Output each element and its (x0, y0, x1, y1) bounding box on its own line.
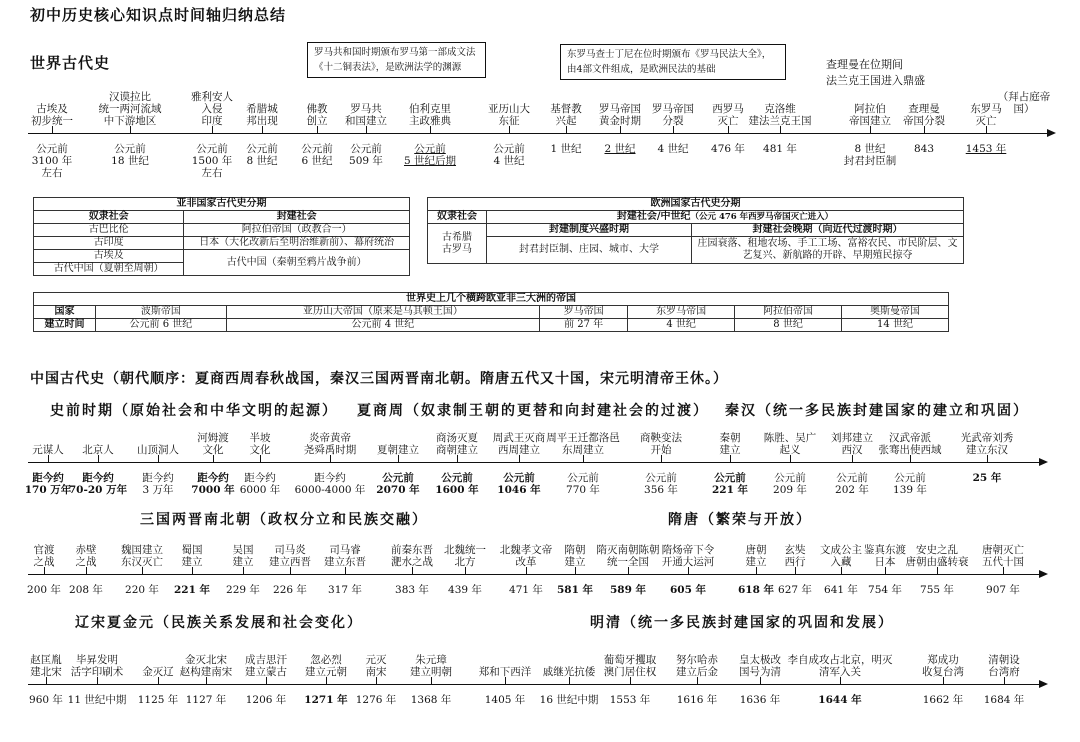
timeline-event-date: 距今约 170 万年 (24, 472, 72, 496)
timeline-event-date: 481 年 (763, 143, 797, 155)
timeline-event-label: 秦朝 建立 (719, 432, 741, 456)
timeline-tick (987, 455, 988, 463)
timeline-tick (206, 677, 207, 685)
timeline-event-label: 商汤灭夏 商朝建立 (436, 432, 478, 456)
timeline-tick (48, 455, 49, 463)
timeline-event-date: 公元前 4 世纪 (493, 143, 525, 167)
timeline-event-date: 1206 年 (245, 694, 287, 706)
table-header: 封建社会 (184, 211, 410, 224)
table-cell: 封君封臣制、庄园、城市、大学 (487, 237, 692, 264)
timeline-tick (326, 677, 327, 685)
timeline-tick (730, 455, 731, 463)
timeline-event-date: 229 年 (226, 584, 260, 596)
liao-song-heading: 辽宋夏金元（民族关系发展和社会变化） (75, 615, 363, 631)
timeline-event-label: 西罗马 灭亡 (712, 103, 744, 127)
china-timeline-axis-1 (28, 462, 1040, 463)
timeline-event-label: 半坡 文化 (249, 432, 271, 456)
table-cell: 4 世纪 (628, 319, 735, 332)
timeline-event-date: 471 年 (509, 584, 543, 596)
timeline-event-date: 8 世纪 封君封臣制 (843, 143, 897, 167)
china-heading: 中国古代史（朝代顺序：夏商西周春秋战国，秦汉三国两晋南北朝。隋唐五代又十国，宋元明清帝王休。） (30, 371, 728, 387)
timeline-event-label: 郑成功 收复台湾 (922, 654, 964, 678)
timeline-tick (509, 126, 510, 134)
timeline-event-label: 蜀国 建立 (181, 544, 203, 568)
timeline-event-date: 公元前 3100 年 左右 (31, 143, 73, 179)
table-cell: 波斯帝国 (96, 306, 227, 319)
timeline-tick (795, 567, 796, 575)
timeline-event-date: 公元前 221 年 (711, 472, 749, 496)
timeline-event-label: 佛教 创立 (306, 103, 328, 127)
table-header (487, 211, 964, 224)
timeline-event-label: 葡萄牙攫取 澳门居住权 (603, 654, 657, 678)
timeline-event-date: 1636 年 (739, 694, 781, 706)
timeline-tick (583, 455, 584, 463)
europe-periods-table (427, 197, 964, 264)
timeline-event-date: 公元前 356 年 (644, 472, 678, 496)
timeline-event-label: 光武帝刘秀 建立东汉 (960, 432, 1014, 456)
timeline-tick (52, 126, 53, 134)
timeline-event-label: 希腊城 邦出现 (246, 103, 278, 127)
timeline-event-date: 581 年 (556, 584, 594, 596)
timeline-event-date: 605 年 (669, 584, 707, 596)
timeline-event-date: 4 世纪 (657, 143, 689, 155)
table-header: 封建制度兴盛时期 (487, 224, 692, 237)
sui-tang-heading: 隋唐（繁荣与开放） (668, 512, 812, 528)
table-cell: 古印度 (34, 237, 184, 250)
timeline-tick (526, 567, 527, 575)
timeline-event-label: 炎帝黄帝 尧舜禹时期 (303, 432, 357, 456)
timeline-event-date: 317 年 (328, 584, 362, 596)
timeline-event-label: 北魏孝文帝 改革 (499, 544, 553, 568)
timeline-tick (756, 567, 757, 575)
timeline-event-date: 1644 年 (818, 694, 862, 706)
timeline-event-label: 毕昇发明 活字印刷术 (70, 654, 124, 678)
timeline-event-label: 唐朝灭亡 五代十国 (982, 544, 1024, 568)
timeline-event-date: 1662 年 (922, 694, 964, 706)
page-title: 初中历史核心知识点时间轴归纳总结 (30, 6, 287, 24)
timeline-event-label: 北魏统一 北方 (444, 544, 486, 568)
timeline-event-date: 439 年 (448, 584, 482, 596)
timeline-event-date: 公元前 8 世纪 (246, 143, 278, 167)
timeline-event-date: 1553 年 (609, 694, 651, 706)
prehistory-heading: 史前时期（原始社会和中华文明的起源） (50, 403, 338, 419)
timeline-event-date: 476 年 (711, 143, 745, 155)
timeline-tick (661, 455, 662, 463)
timeline-event-date: 208 年 (69, 584, 103, 596)
timeline-event-date: 383 年 (395, 584, 429, 596)
timeline-event-date: 16 世纪中期 (539, 694, 599, 706)
justinian-code-note: 东罗马查士丁尼在位时期颁布《罗马民法大全》，由4部文件组成，是欧洲民法的基础 (560, 44, 786, 80)
timeline-tick (840, 677, 841, 685)
timeline-event-label: 清朝设 台湾府 (988, 654, 1020, 678)
timeline-tick (620, 126, 621, 134)
timeline-tick (630, 677, 631, 685)
table-cell: 奥斯曼帝国 (842, 306, 949, 319)
timeline-event-label: 魏国建立 东汉灭亡 (121, 544, 163, 568)
timeline-event-date: 公元前 5 世纪后期 (403, 143, 457, 167)
timeline-tick (266, 677, 267, 685)
timeline-tick (943, 677, 944, 685)
timeline-tick (260, 455, 261, 463)
timeline-event-label: 李自成攻占北京，明灭 清军入关 (787, 654, 893, 678)
table-cell: 庄园衰落、租地农场、手工工场、富裕农民、市民阶层、文艺复兴、新航路的开辟、早期殖民掠夺 (692, 237, 964, 264)
timeline-event-date: 1276 年 (355, 694, 397, 706)
timeline-event-date: 公元前 18 世纪 (111, 143, 149, 167)
timeline-event-date: 公元前 1046 年 (497, 472, 541, 496)
timeline-event-date: 公元前 202 年 (835, 472, 869, 496)
table-cell: 古巴比伦 (34, 224, 184, 237)
timeline-tick (97, 677, 98, 685)
timeline-event-date: 1127 年 (185, 694, 227, 706)
table-cell: 公元前 6 世纪 (96, 319, 227, 332)
timeline-event-date: 距今约 6000 年 (239, 472, 281, 496)
china-timeline-axis-3 (28, 684, 1040, 685)
timeline-event-date: 755 年 (920, 584, 954, 596)
timeline-event-label: 河姆渡 文化 (197, 432, 229, 456)
timeline-tick (760, 677, 761, 685)
timeline-tick (870, 126, 871, 134)
timeline-tick (366, 126, 367, 134)
timeline-event-label: 元灭 南宋 (365, 654, 387, 678)
timeline-event-label: 山顶洞人 (137, 444, 179, 456)
table-header: 封建社会晚期（向近代过渡时期） (692, 224, 964, 237)
timeline-event-label: 鉴真东渡 日本 (864, 544, 906, 568)
timeline-event-date: 1616 年 (676, 694, 718, 706)
timeline-event-label: 罗马帝国 分裂 (652, 103, 694, 127)
table-cell: 日本（大化改新后至明治维新前）、幕府统治 (184, 237, 410, 250)
timeline-event-label: 周平王迁都洛邑 东周建立 (546, 432, 620, 456)
timeline-event-label: 司马炎 建立西晋 (269, 544, 311, 568)
timeline-event-label: 隋炀帝下令 开通大运河 (661, 544, 715, 568)
timeline-event-label: 夏朝建立 (377, 444, 419, 456)
timeline-event-label: 安史之乱 唐朝由盛转衰 (905, 544, 969, 568)
timeline-tick (243, 567, 244, 575)
timeline-tick (519, 455, 520, 463)
timeline-event-label: （拜占庭帝国） (997, 91, 1051, 115)
timeline-event-date: 25 年 (972, 472, 1002, 484)
timeline-event-label: 雅利安人 入侵 印度 (191, 91, 233, 127)
timeline-event-date: 1405 年 (484, 694, 526, 706)
timeline-event-date: 960 年 (29, 694, 63, 706)
timeline-tick (212, 126, 213, 134)
world-timeline-axis (28, 133, 1048, 134)
timeline-event-date: 1684 年 (983, 694, 1025, 706)
table-cell: 罗马帝国 (540, 306, 628, 319)
table-cell: 古代中国（秦朝至鸦片战争前） (184, 250, 410, 276)
twelve-tables-note: 罗马共和国时期颁布罗马第一部成文法《十二铜表法》，是欧洲法学的渊源 (307, 42, 486, 78)
timeline-event-date: 距今约 7000 年 (191, 472, 235, 496)
timeline-event-date: 距今约 70-20 万年 (68, 472, 128, 496)
qin-han-heading: 秦汉（统一多民族封建国家的建立和巩固） (725, 403, 1029, 419)
timeline-event-label: 金灭北宋 赵构建南宋 (179, 654, 233, 678)
timeline-event-date: 1368 年 (410, 694, 452, 706)
timeline-tick (1004, 677, 1005, 685)
table-cell: 古代中国（夏朝至周朝） (34, 263, 184, 276)
timeline-event-label: 东罗马 灭亡 (970, 103, 1002, 127)
timeline-event-label: 商鞅变法 开始 (640, 432, 682, 456)
timeline-event-date: 公元前 509 年 (349, 143, 383, 167)
timeline-tick (780, 126, 781, 134)
timeline-tick (345, 567, 346, 575)
timeline-tick (673, 126, 674, 134)
timeline-event-date: 200 年 (27, 584, 61, 596)
timeline-tick (457, 455, 458, 463)
timeline-tick (465, 567, 466, 575)
timeline-tick (86, 567, 87, 575)
timeline-event-label: 元谋人 (32, 444, 64, 456)
table-header: 国家 (34, 306, 96, 319)
timeline-event-label: 忽必烈 建立元朝 (305, 654, 347, 678)
timeline-tick (852, 455, 853, 463)
timeline-event-label: 朱元璋 建立明朝 (410, 654, 452, 678)
timeline-event-date: 226 年 (273, 584, 307, 596)
timeline-tick (1003, 567, 1004, 575)
timeline-event-date: 221 年 (173, 584, 211, 596)
timeline-event-date: 11 世纪中期 (67, 694, 127, 706)
world-heading: 世界古代史 (30, 54, 111, 72)
asia-africa-periods-table (33, 197, 410, 276)
timeline-tick (431, 677, 432, 685)
timeline-event-date: 公元前 2070 年 (376, 472, 420, 496)
timeline-event-label: 文成公主 入藏 (820, 544, 862, 568)
timeline-event-date: 589 年 (609, 584, 647, 596)
timeline-event-label: 克洛维 建法兰克王国 (748, 103, 812, 127)
timeline-tick (910, 455, 911, 463)
three-kingdoms-heading: 三国两晋南北朝（政权分立和民族交融） (140, 512, 428, 528)
feudal-note: （公元 476 年西罗马帝国灭亡进入） (690, 212, 834, 222)
timeline-event-label: 周武王灭商 西周建立 (492, 432, 546, 456)
timeline-tick (569, 677, 570, 685)
timeline-tick (986, 126, 987, 134)
timeline-tick (688, 567, 689, 575)
table-cell: 古希腊 古罗马 (428, 224, 487, 264)
timeline-tick (412, 567, 413, 575)
timeline-tick (130, 126, 131, 134)
timeline-event-date: 公元前 139 年 (893, 472, 927, 496)
timeline-event-label: 罗马帝国 黄金时期 (599, 103, 641, 127)
timeline-tick (158, 455, 159, 463)
timeline-event-label: 汉武帝派 张骞出使西域 (878, 432, 942, 456)
feudal-label: 封建社会/中世纪 (616, 211, 691, 222)
table-cell: 亚历山大帝国（原来是马其顿王国） (226, 306, 539, 319)
xia-shang-zhou-heading: 夏商周（奴隶制王朝的更替和向封建社会的过渡） (357, 403, 709, 419)
timeline-event-label: 金灭辽 (142, 666, 174, 678)
timeline-tick (505, 677, 506, 685)
table-title: 世界史上几个横跨欧亚非三大洲的帝国 (34, 293, 949, 306)
timeline-tick (98, 455, 99, 463)
timeline-event-label: 戚继光抗倭 (542, 666, 596, 678)
timeline-event-date: 1 世纪 (550, 143, 582, 155)
timeline-event-date: 627 年 (778, 584, 812, 596)
timeline-tick (330, 455, 331, 463)
timeline-tick (262, 126, 263, 134)
timeline-event-date: 907 年 (986, 584, 1020, 596)
timeline-event-date: 1271 年 (304, 694, 348, 706)
timeline-event-label: 陈胜、吴广 起义 (763, 432, 817, 456)
timeline-event-label: 前秦东晋 淝水之战 (391, 544, 433, 568)
timeline-event-label: 玄奘 西行 (784, 544, 806, 568)
timeline-tick (575, 567, 576, 575)
timeline-tick (937, 567, 938, 575)
timeline-event-date: 1453 年 (965, 143, 1007, 155)
timeline-event-date: 618 年 (737, 584, 775, 596)
table-cell: 东罗马帝国 (628, 306, 735, 319)
timeline-tick (192, 567, 193, 575)
timeline-event-label: 亚历山大 东征 (488, 103, 530, 127)
timeline-event-date: 641 年 (824, 584, 858, 596)
timeline-event-date: 754 年 (868, 584, 902, 596)
timeline-event-date: 距今约 6000-4000 年 (294, 472, 366, 496)
timeline-event-label: 司马睿 建立东晋 (324, 544, 366, 568)
empires-table (33, 292, 949, 332)
timeline-event-date: 2 世纪 (604, 143, 636, 155)
timeline-tick (213, 455, 214, 463)
timeline-event-label: 阿拉伯 帝国建立 (849, 103, 891, 127)
table-cell: 阿拉伯帝国 (735, 306, 842, 319)
table-cell: 古埃及 (34, 250, 184, 263)
timeline-event-label: 隋朝 建立 (564, 544, 586, 568)
timeline-event-label: 皇太极改 国号为清 (739, 654, 781, 678)
timeline-event-label: 唐朝 建立 (745, 544, 767, 568)
table-cell: 阿拉伯帝国（政教合一） (184, 224, 410, 237)
timeline-event-label: 赵匡胤 建北宋 (30, 654, 62, 678)
timeline-event-date: 公元前 1500 年 左右 (191, 143, 233, 179)
timeline-tick (728, 126, 729, 134)
timeline-tick (885, 567, 886, 575)
timeline-event-date: 公元前 209 年 (773, 472, 807, 496)
timeline-event-date: 220 年 (125, 584, 159, 596)
charlemagne-note: 查理曼在位期间 法兰克王国进入鼎盛 (826, 58, 925, 87)
timeline-tick (158, 677, 159, 685)
timeline-tick (924, 126, 925, 134)
timeline-event-label: 基督教 兴起 (550, 103, 582, 127)
timeline-event-label: 隋灭南朝陈朝 统一全国 (596, 544, 660, 568)
table-title: 欧洲国家古代史分期 (428, 198, 964, 211)
table-header: 奴隶社会 (34, 211, 184, 224)
timeline-event-label: 赤壁 之战 (75, 544, 97, 568)
timeline-event-date: 1125 年 (137, 694, 179, 706)
ming-qing-heading: 明清（统一多民族封建国家的巩固和发展） (590, 615, 894, 631)
timeline-event-date: 843 (913, 143, 935, 155)
timeline-tick (317, 126, 318, 134)
timeline-event-label: 汉谟拉比 统一两河流域 中下游地区 (98, 91, 162, 127)
timeline-tick (398, 455, 399, 463)
table-cell: 公元前 4 世纪 (226, 319, 539, 332)
table-title: 亚非国家古代史分期 (34, 198, 410, 211)
timeline-event-label: 努尔哈赤 建立后金 (676, 654, 718, 678)
timeline-event-label: 刘邦建立 西汉 (831, 432, 873, 456)
timeline-event-label: 伯利克里 主政雅典 (409, 103, 451, 127)
timeline-tick (376, 677, 377, 685)
table-cell: 前 27 年 (540, 319, 628, 332)
timeline-event-date: 公元前 6 世纪 (301, 143, 333, 167)
table-header: 建立时间 (34, 319, 96, 332)
timeline-tick (697, 677, 698, 685)
table-cell: 8 世纪 (735, 319, 842, 332)
timeline-event-label: 吴国 建立 (232, 544, 254, 568)
timeline-tick (628, 567, 629, 575)
timeline-event-date: 距今约 3 万年 (142, 472, 174, 496)
timeline-event-date: 公元前 770 年 (566, 472, 600, 496)
timeline-event-label: 成吉思汗 建立蒙古 (245, 654, 287, 678)
timeline-tick (44, 567, 45, 575)
timeline-event-label: 郑和下西洋 (478, 666, 532, 678)
timeline-tick (46, 677, 47, 685)
timeline-event-label: 罗马共 和国建立 (345, 103, 387, 127)
timeline-tick (142, 567, 143, 575)
table-cell: 14 世纪 (842, 319, 949, 332)
timeline-event-date: 公元前 1600 年 (435, 472, 479, 496)
timeline-event-label: 查理曼 帝国分裂 (903, 103, 945, 127)
timeline-tick (790, 455, 791, 463)
timeline-event-label: 古埃及 初步统一 (31, 103, 73, 127)
table-header: 奴隶社会 (428, 211, 487, 224)
timeline-event-label: 北京人 (82, 444, 114, 456)
timeline-tick (566, 126, 567, 134)
timeline-tick (290, 567, 291, 575)
timeline-tick (841, 567, 842, 575)
timeline-event-label: 官渡 之战 (33, 544, 55, 568)
timeline-tick (430, 126, 431, 134)
china-timeline-axis-2 (28, 574, 1040, 575)
